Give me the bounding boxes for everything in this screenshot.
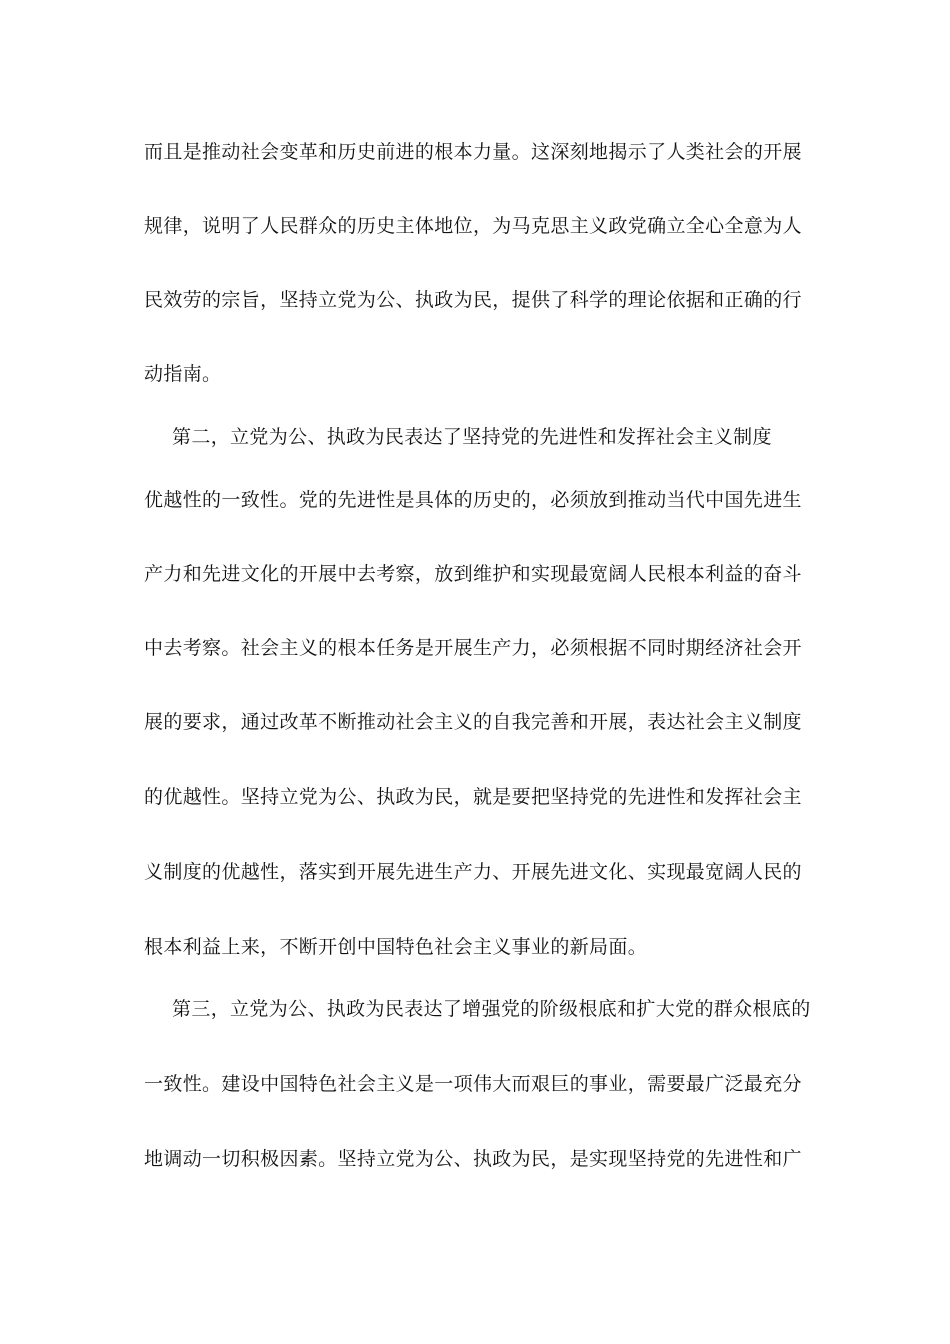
text-line: 规律，说明了人民群众的历史主体地位，为马克思主义政党确立全心全意为人 [144,215,802,237]
text-line: 的优越性。坚持立党为公、执政为民，就是要把坚持党的先进性和发挥社会主 [144,786,802,808]
text-line: 地调动一切积极因素。坚持立党为公、执政为民，是实现坚持党的先进性和广 [144,1148,802,1170]
text-line: 一致性。建设中国特色社会主义是一项伟大而艰巨的事业，需要最广泛最充分 [144,1073,802,1095]
paragraph-start-line: 第三，立党为公、执政为民表达了增强党的阶级根底和扩大党的群众根底的 [172,998,811,1020]
text-line: 根本利益上来，不断开创中国特色社会主义事业的新局面。 [144,936,648,958]
text-line: 动指南。 [144,363,222,385]
text-line: 优越性的一致性。党的先进性是具体的历史的，必须放到推动当代中国先进生 [144,489,802,511]
paragraph-start-line: 第二，立党为公、执政为民表达了坚持党的先进性和发挥社会主义制度 [172,426,772,448]
text-line: 义制度的优越性，落实到开展先进生产力、开展先进文化、实现最宽阔人民的 [144,861,802,883]
text-line: 中去考察。社会主义的根本任务是开展生产力，必须根据不同时期经济社会开 [144,637,802,659]
text-line: 展的要求，通过改革不断推动社会主义的自我完善和开展，表达社会主义制度 [144,711,802,733]
text-line: 民效劳的宗旨，坚持立党为公、执政为民，提供了科学的理论依据和正确的行 [144,289,802,311]
text-line: 产力和先进文化的开展中去考察，放到维护和实现最宽阔人民根本利益的奋斗 [144,563,802,585]
text-line: 而且是推动社会变革和历史前进的根本力量。这深刻地揭示了人类社会的开展 [144,141,802,163]
